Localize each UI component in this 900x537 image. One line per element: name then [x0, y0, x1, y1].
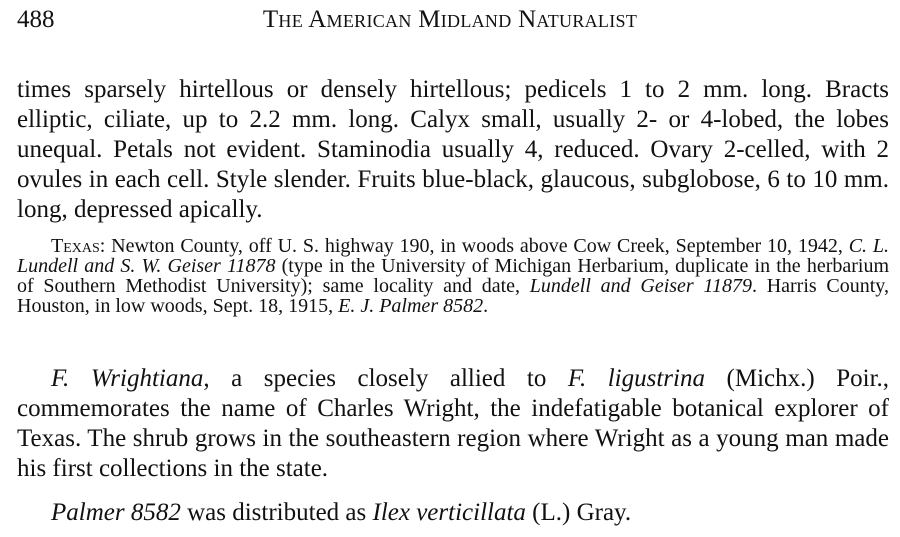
collector-citation: Lundell and Geiser 11879	[529, 275, 752, 297]
species-name: F. ligustrina	[567, 365, 705, 392]
paragraph-text: (Michx.) Poir., commemorates the name of Charles Wright, the indefatigable botanical explorer of Texas. The shrub grows in the southeastern region where Wright as a young man made his first collections in the state.	[17, 365, 890, 482]
paragraph-text: was distributed as	[180, 499, 373, 526]
paragraph-text: , a species closely allied to	[203, 365, 568, 392]
species-name: F. Wrightiana	[51, 365, 204, 392]
state-name: Texas	[51, 235, 100, 257]
running-header	[17, 6, 883, 40]
collector-citation: C. L. Lundell and S. W. Geiser 11878	[17, 235, 889, 277]
specimen-number: Palmer 8582	[51, 499, 181, 526]
citation-text: (type in the University of Michigan Herbarium, duplicate in the herbarium of Southern Methodist University); same locality and date,	[17, 255, 890, 297]
description-paragraph: times sparsely hirtellous or densely hirtellous; pedicels 1 to 2 mm. long. Bracts elliptic, ciliate, up to 2.2 mm. long. Calyx small, usually 2- or 4-lobed, the lobes unequal. Petals not evident. Staminodia usually 4, reduced. Ovary 2-celled, with 2 ovules in each cell. Style slender. Fruits blue-black, glaucous, subglobose, 6 to 10 mm. long, depressed apically.	[17, 76, 889, 223]
page-number: 488	[17, 6, 55, 33]
citation-text: .	[483, 295, 489, 317]
journal-title: The American Midland Naturalist	[262, 6, 638, 33]
discussion-paragraph	[17, 364, 889, 484]
distribution-note	[17, 498, 889, 528]
specimen-citations	[17, 236, 889, 316]
citation-text: : Newton County, off U. S. highway 190, in woods above Cow Creek, September 10, 1942,	[99, 235, 849, 257]
citation-text: . Harris County, Houston, in low woods, Sept. 18, 1915,	[17, 275, 890, 317]
species-name: Ilex verticillata	[372, 499, 526, 526]
collector-citation: E. J. Palmer 8582	[338, 295, 484, 317]
paragraph-text: (L.) Gray.	[525, 499, 632, 526]
